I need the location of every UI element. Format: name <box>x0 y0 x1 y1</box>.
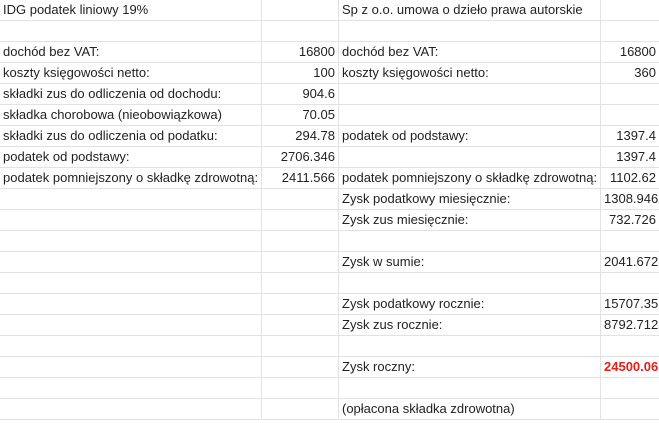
cell-d16[interactable]: 8792.712 <box>601 315 659 336</box>
cell-c19[interactable] <box>339 378 601 399</box>
cell-d15[interactable]: 15707.35 <box>601 294 659 315</box>
cell-c5[interactable] <box>339 84 601 105</box>
cell-d2[interactable] <box>601 21 659 42</box>
cell-b5[interactable]: 904.6 <box>262 84 339 105</box>
cell-a16[interactable] <box>0 315 262 336</box>
cell-b17[interactable] <box>262 336 339 357</box>
cell-a11[interactable] <box>0 210 262 231</box>
cell-c1[interactable]: Sp z o.o. umowa o dzieło prawa autorskie <box>339 0 601 21</box>
cell-b4[interactable]: 100 <box>262 63 339 84</box>
cell-b6[interactable]: 70.05 <box>262 105 339 126</box>
cell-b3[interactable]: 16800 <box>262 42 339 63</box>
cell-c2[interactable] <box>339 21 601 42</box>
cell-b13[interactable] <box>262 252 339 273</box>
cell-a3[interactable]: dochód bez VAT: <box>0 42 262 63</box>
cell-b18[interactable] <box>262 357 339 378</box>
cell-d9[interactable]: 1102.62 <box>601 168 659 189</box>
cell-a20[interactable] <box>0 399 262 420</box>
cell-b1[interactable] <box>262 0 339 21</box>
cell-d8[interactable]: 1397.4 <box>601 147 659 168</box>
cell-a1[interactable]: IDG podatek liniowy 19% <box>0 0 262 21</box>
cell-d12[interactable] <box>601 231 659 252</box>
cell-c8[interactable] <box>339 147 601 168</box>
cell-b15[interactable] <box>262 294 339 315</box>
cell-a17[interactable] <box>0 336 262 357</box>
cell-c3[interactable]: dochód bez VAT: <box>339 42 601 63</box>
cell-a10[interactable] <box>0 189 262 210</box>
cell-a12[interactable] <box>0 231 262 252</box>
cell-d1[interactable] <box>601 0 659 21</box>
cell-b7[interactable]: 294.78 <box>262 126 339 147</box>
cell-a2[interactable] <box>0 21 262 42</box>
cell-a18[interactable] <box>0 357 262 378</box>
cell-c10[interactable]: Zysk podatkowy miesięcznie: <box>339 189 601 210</box>
cell-c4[interactable]: koszty księgowości netto: <box>339 63 601 84</box>
cell-d3[interactable]: 16800 <box>601 42 659 63</box>
cell-d18[interactable]: 24500.06 <box>601 357 659 378</box>
cell-d17[interactable] <box>601 336 659 357</box>
cell-c13[interactable]: Zysk w sumie: <box>339 252 601 273</box>
cell-c18[interactable]: Zysk roczny: <box>339 357 601 378</box>
cell-b2[interactable] <box>262 21 339 42</box>
cell-c20[interactable]: (opłacona składka zdrowotna) <box>339 399 601 420</box>
cell-a7[interactable]: składki zus do odliczenia od podatku: <box>0 126 262 147</box>
cell-b20[interactable] <box>262 399 339 420</box>
cell-c16[interactable]: Zysk zus rocznie: <box>339 315 601 336</box>
cell-c11[interactable]: Zysk zus miesięcznie: <box>339 210 601 231</box>
cell-a8[interactable]: podatek od podstawy: <box>0 147 262 168</box>
cell-d5[interactable] <box>601 84 659 105</box>
cell-d4[interactable]: 360 <box>601 63 659 84</box>
cell-b11[interactable] <box>262 210 339 231</box>
cell-d10[interactable]: 1308.946 <box>601 189 659 210</box>
cell-b12[interactable] <box>262 231 339 252</box>
cell-c12[interactable] <box>339 231 601 252</box>
cell-d14[interactable] <box>601 273 659 294</box>
cell-b8[interactable]: 2706.346 <box>262 147 339 168</box>
cell-b9[interactable]: 2411.566 <box>262 168 339 189</box>
cell-c6[interactable] <box>339 105 601 126</box>
cell-c14[interactable] <box>339 273 601 294</box>
cell-d11[interactable]: 732.726 <box>601 210 659 231</box>
cell-a19[interactable] <box>0 378 262 399</box>
cell-c7[interactable]: podatek od podstawy: <box>339 126 601 147</box>
cell-a9[interactable]: podatek pomniejszony o składkę zdrowotną: <box>0 168 262 189</box>
cell-d7[interactable]: 1397.4 <box>601 126 659 147</box>
cell-c15[interactable]: Zysk podatkowy rocznie: <box>339 294 601 315</box>
cell-d13[interactable]: 2041.672 <box>601 252 659 273</box>
cell-b16[interactable] <box>262 315 339 336</box>
cell-d19[interactable] <box>601 378 659 399</box>
cell-c17[interactable] <box>339 336 601 357</box>
cell-b14[interactable] <box>262 273 339 294</box>
cell-a14[interactable] <box>0 273 262 294</box>
cell-a5[interactable]: składki zus do odliczenia od dochodu: <box>0 84 262 105</box>
cell-b19[interactable] <box>262 378 339 399</box>
cell-a6[interactable]: składka chorobowa (nieobowiązkowa) <box>0 105 262 126</box>
cell-d20[interactable] <box>601 399 659 420</box>
cell-c9[interactable]: podatek pomniejszony o składkę zdrowotną: <box>339 168 601 189</box>
cell-b10[interactable] <box>262 189 339 210</box>
cell-a15[interactable] <box>0 294 262 315</box>
cell-a13[interactable] <box>0 252 262 273</box>
cell-a4[interactable]: koszty księgowości netto: <box>0 63 262 84</box>
cell-d6[interactable] <box>601 105 659 126</box>
